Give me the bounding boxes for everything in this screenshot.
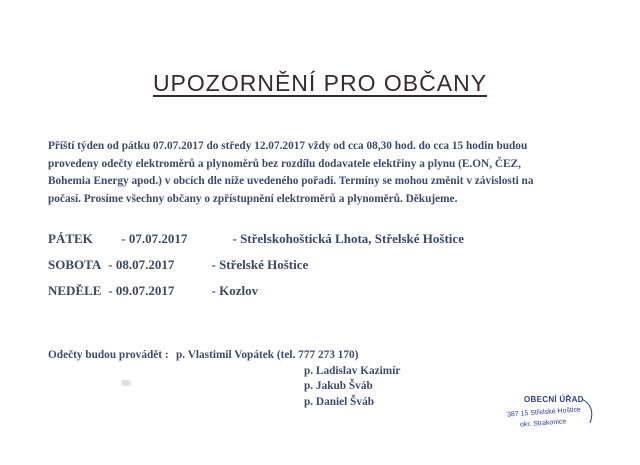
- schedule-day: SOBOTA: [48, 257, 102, 272]
- readers-label: Odečty budou provádět :: [48, 349, 169, 361]
- intro-line: provedeny odečty elektroměrů a plynoměrů bez rozdílu dodavatele elektřiny a plynu (E.ON, ČEZ,: [48, 157, 521, 170]
- schedule-row-friday: [48, 231, 464, 247]
- reader-name: p. Ladislav Kazimír: [304, 364, 401, 377]
- schedule-date: - 07.07.2017: [121, 231, 188, 246]
- intro-line: počasí. Prosíme všechny občany o zpřístupnění elektroměrů a plynoměrů. Děkujeme.: [48, 192, 458, 205]
- scan-speck: [121, 380, 131, 386]
- intro-paragraph: [48, 138, 598, 208]
- intro-line: Příští týden od pátku 07.07.2017 do středy 12.07.2017 vždy od cca 08,30 hod. do cca 15 hodin budou: [48, 140, 528, 152]
- schedule-date: - 09.07.2017: [108, 283, 175, 298]
- reader-name: p. Vlastimil Vopátek (tel. 777 273 170): [176, 349, 359, 361]
- schedule-place: - Kozlov: [211, 283, 259, 298]
- notice-title: UPOZORNĚNÍ PRO OBČANY: [152, 70, 488, 96]
- reader-name: p. Daniel Šváb: [304, 395, 374, 408]
- readers-block: [48, 348, 401, 408]
- intro-line: Bohemia Energy apod.) v obcích dle níže uvedeného pořadí. Termíny se mohou změnit v závislosti na: [48, 175, 534, 187]
- schedule-place: - Střelské Hoštice: [211, 257, 309, 272]
- stamp-line: okr. Strakonice: [519, 418, 567, 429]
- schedule-place: - Střelskohoštická Lhota, Střelské Hoštice: [232, 231, 464, 246]
- stamp-line: OBECNÍ ÚŘAD: [524, 395, 584, 404]
- reader-name: p. Jakub Šváb: [304, 380, 373, 392]
- schedule-row-saturday: [48, 257, 308, 273]
- schedule-date: - 08.07.2017: [108, 257, 175, 272]
- schedule-row-sunday: [48, 283, 258, 299]
- reader-list: [304, 364, 400, 411]
- office-stamp: [500, 393, 600, 438]
- stamp-line: 387 15 Střelské Hoštice: [506, 406, 582, 419]
- schedule-day: PÁTEK: [48, 231, 93, 246]
- schedule-day: NEDĚLE: [48, 283, 102, 298]
